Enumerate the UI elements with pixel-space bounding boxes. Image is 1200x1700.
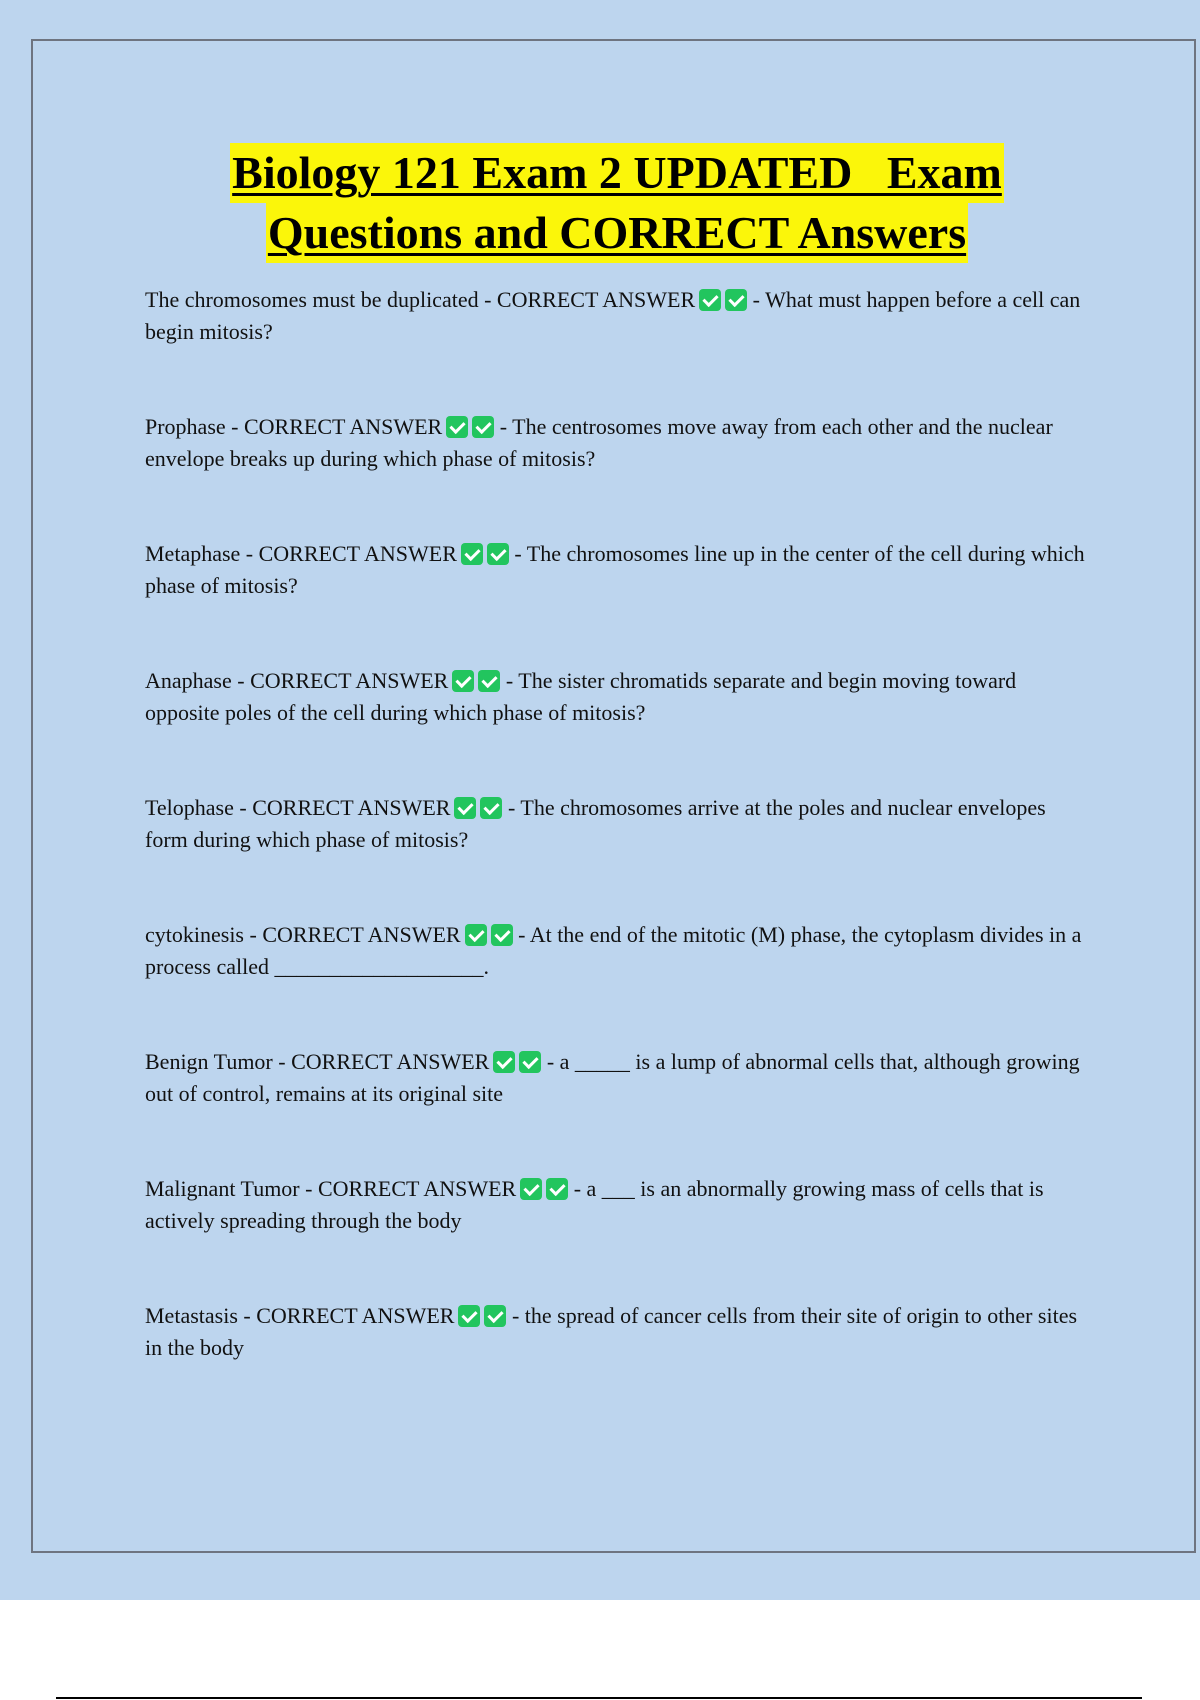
answer-text: The chromosomes must be duplicated - [145, 287, 497, 312]
qa-list [145, 284, 1090, 1427]
check-mark-icon [480, 797, 502, 819]
answer-text: Telophase - [145, 795, 253, 820]
answer-text: Anaphase - [145, 668, 251, 693]
question-text: - At the end of the mitotic (M) phase, the cytoplasm divides in a process called ___________________. [145, 922, 1082, 979]
check-mark-icon [520, 1178, 542, 1200]
check-mark-icon [484, 1305, 506, 1327]
correct-answer-marker: CORRECT ANSWER [317, 1176, 517, 1201]
answer-text: Metastasis - [145, 1303, 257, 1328]
correct-answer-marker: CORRECT ANSWER [250, 668, 449, 693]
correct-answer-marker: CORRECT ANSWER [243, 414, 443, 439]
check-mark-icon [458, 1305, 480, 1327]
answer-text: cytokinesis - [145, 922, 263, 947]
check-mark-icon [546, 1178, 568, 1200]
qa-item [145, 792, 1090, 919]
check-mark-icon [472, 416, 494, 438]
check-mark-icon [452, 670, 474, 692]
check-mark-icon [725, 289, 747, 311]
question-text: - The chromosomes arrive at the poles and nuclear envelopes form during which phase of mitosis? [145, 795, 1046, 852]
check-mark-icon [519, 1051, 541, 1073]
check-mark-icon [699, 289, 721, 311]
qa-item [145, 1046, 1090, 1173]
qa-item [145, 1173, 1090, 1300]
title-line-1: Biology 121 Exam 2 UPDATED Exam [230, 143, 1004, 203]
question-text: - What must happen before a cell can begin mitosis? [145, 287, 1081, 344]
qa-item [145, 1300, 1090, 1427]
question-text: - The centrosomes move away from each other and the nuclear envelope breaks up during which phase of mitosis? [145, 414, 1053, 471]
title-line-2: Questions and CORRECT Answers [266, 203, 968, 263]
check-mark-icon [454, 797, 476, 819]
qa-item [145, 411, 1090, 538]
question-text: - a ___ is an abnormally growing mass of cells that is actively spreading through the body [145, 1176, 1044, 1233]
correct-answer-marker: CORRECT ANSWER [496, 287, 696, 312]
correct-answer-marker: CORRECT ANSWER [258, 541, 457, 566]
check-mark-icon [461, 543, 483, 565]
correct-answer-marker: CORRECT ANSWER [291, 1049, 490, 1074]
document-title [0, 143, 1200, 263]
qa-item [145, 284, 1090, 411]
correct-answer-marker: CORRECT ANSWER [252, 795, 451, 820]
check-mark-icon [491, 924, 513, 946]
answer-text: Benign Tumor - [145, 1049, 292, 1074]
qa-item [145, 665, 1090, 792]
question-text: - the spread of cancer cells from their site of origin to other sites in the body [145, 1303, 1078, 1360]
check-mark-icon [446, 416, 468, 438]
answer-text: Malignant Tumor - [145, 1176, 318, 1201]
correct-answer-marker: CORRECT ANSWER [262, 922, 461, 947]
answer-text: Prophase - [145, 414, 244, 439]
qa-item [145, 538, 1090, 665]
question-text: - The chromosomes line up in the center of the cell during which phase of mitosis? [145, 541, 1085, 598]
check-mark-icon [465, 924, 487, 946]
question-text: - a _____ is a lump of abnormal cells that, although growing out of control, remains at its original site [145, 1049, 1080, 1106]
check-mark-icon [487, 543, 509, 565]
check-mark-icon [478, 670, 500, 692]
check-mark-icon [493, 1051, 515, 1073]
correct-answer-marker: CORRECT ANSWER [256, 1303, 455, 1328]
answer-text: Metaphase - [145, 541, 259, 566]
footer-divider [56, 1697, 1142, 1699]
question-text: - The sister chromatids separate and begin moving toward opposite poles of the cell during which phase of mitosis? [145, 668, 1017, 725]
qa-item [145, 919, 1090, 1046]
